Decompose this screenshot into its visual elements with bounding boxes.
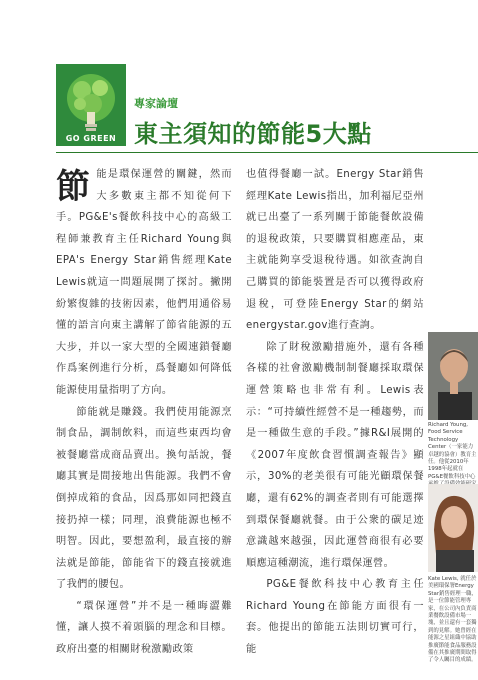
article-column-1 (56, 164, 232, 661)
paragraph (56, 164, 232, 402)
go-green-logo (56, 64, 126, 146)
portrait-kate-lewis (428, 484, 478, 572)
paragraph: PG&E餐飲科技中心教育主任Richard Young在節能方面很有一套。他提出的節能五法則切實可行，能 (246, 579, 424, 656)
paragraph: 節能就是賺錢。我們使用能源烹制食品，調制飲料，而這些東西均會被餐廳當成商品賣出。換句話說，餐廳其實是間接地出售能源。我們不會倒掉成箱的食品，因爲那如同把錢直接扔掉一樣；同理，浪費能源也極不明智。因此，要想盈利，最直接的辦法就是節能，節能省下的錢直接就進了我們的腰包。 (56, 406, 232, 591)
paragraph: 除了財稅激勵措施外，還有各種各樣的社會激勵機制制餐廳採取環保運營策略也非常有利。Lewis表示：“可持續性經營不是一種趨勢，而是一種做生意的手段。”據R&I展開的《2007年度飲食習慣調查報告》顯示，30%的老美很有可能光顧環保餐廳，還有62%的調查者則有可能選擇到環保餐廳就餐。由于公衆的碳足迹意識越來越强，因此運營商很有必要順應這種潮流，進行環保運營。 (246, 341, 424, 569)
drop-cap: 節 (56, 167, 91, 207)
photo-caption: Kate Lewis, 就任於美國環保署Energy Star銷售經理一職，是一位節能管理專家，在公司內負責商業餐飲設備市場一塊，並且還有一套獨到的見解。她曾經在能源之星組織中協助推廣節能食品服務設備在其推廣期間取得了令人矚目的成績。 (428, 576, 477, 664)
article-column-2 (246, 164, 424, 661)
headline: 東主須知的節能5大點 (134, 120, 372, 148)
photo-caption: Richard Young, Food Service Technology Center（一家能力卓越的協會）教育主任。他從2010年1998年起就在PG&E餐飲科技中心 (428, 422, 477, 480)
portrait-richard-young (428, 332, 478, 420)
paragraph-text: 能是環保運營的關鍵，然而大多數東主都不知從何下手。PG&E's餐飲科技中心的高級工程師兼教育主任Richard Young與EPA's Energy Star銷售經理Kate Lewis就這一問題展開了探討。撇開紛繁復雜的技術因素，他們用通俗易懂的語言向東主講解了節省能源的五大步，并以一家大型的全國連鎖餐廳作爲案例進行分析，爲餐廳如何降低能源使用量指明了方向。 (56, 169, 232, 396)
title-divider (56, 152, 478, 153)
paragraph: “環保運營”并不是一種晦澀難懂，讓人摸不着頭腦的理念和目標。政府出臺的相關財稅激勵政策 (56, 600, 232, 656)
paragraph: 也值得餐廳一試。Energy Star銷售經理Kate Lewis指出，加利福尼亞州就已出臺了一系列關于節能餐飲設備的退稅政策，只要購買相應產品，東主就能夠享受退稅待遇。如欲查詢自己購買的節能裝置是否可以獲得政府退稅，可登陸Energy Star的網站energystar.gov進行查詢。 (246, 169, 424, 332)
logo-text: GO GREEN (65, 134, 117, 143)
column-label: 專家論壇 (134, 97, 178, 110)
